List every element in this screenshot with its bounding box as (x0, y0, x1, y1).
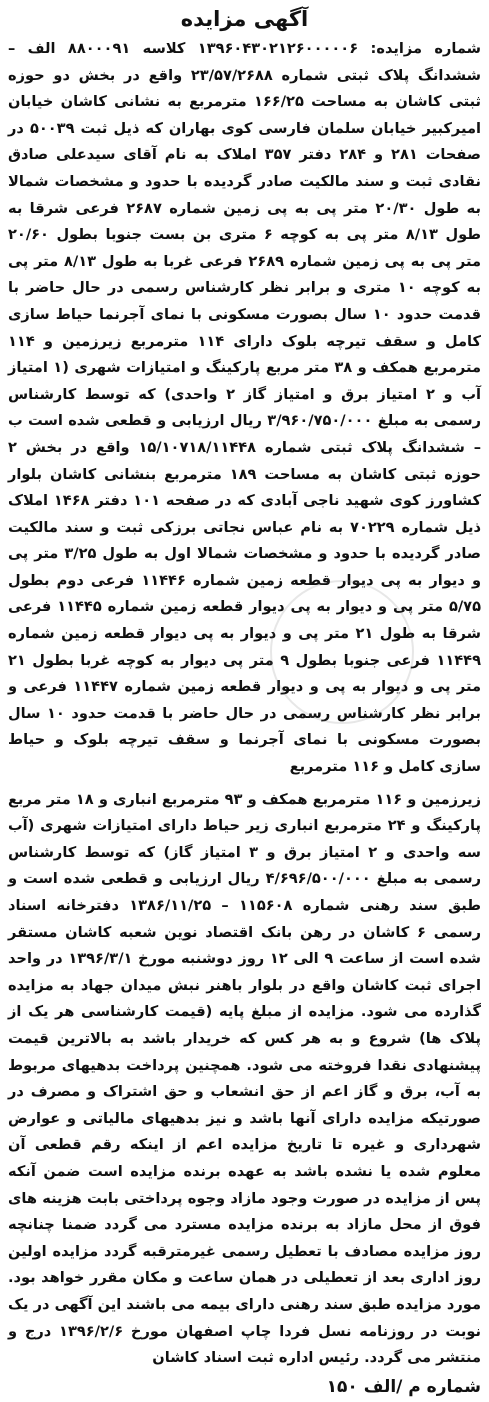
notice-reference-number: شماره م /الف ۱۵۰ (326, 1376, 481, 1397)
notice-paragraph-1: شماره مزایده: ۱۳۹۶۰۴۳۰۲۱۲۶۰۰۰۰۰۶ کلاسه ۸۸۰۰۰۹۱ الف – ششدانگ پلاک ثبتی شماره ۲۳/۵۷/۲۶۸۸ واقع در بخش دو حوزه ثبتی کاشان به مساحت ۱۶۶/۲۵ مترمربع به نشانی کاشان خیابان امیرکبیر خیابان سلمان فارسی کوی بهاران که ذیل ثبت ۵۰۰۳۹ در صفحات ۲۸۱ و ۲۸۴ دفتر ۳۵۷ املاک به نام آقای سیدعلی صادق نقادی ثبت و سند مالکیت صادر گردیده با حدود و مشخصات شمالا به طول ۲۰/۳۰ متر پی به پی زمین شماره ۲۶۸۷ فرعی شرقا به طول ۸/۱۳ متر پی به کوچه ۶ متری بن بست جنوبا بطول ۲۰/۶۰ متر پی به پی زمین شماره ۲۶۸۹ فرعی غربا به طول ۸/۱۳ متر پی به کوچه ۱۰ متری و برابر نظر کارشناس رسمی در حال حاضر با قدمت حدود ۱۰ سال بصورت مسکونی با نمای آجرنما حیاط سازی کامل و سقف تیرچه بلوک دارای ۱۱۴ مترمربع زیرزمین و ۱۱۴ مترمربع همکف و ۳۸ متر مربع پارکینگ و امتیازات شهری (۱ امتیاز آب و ۲ امتیاز برق و امتیاز گاز ۲ واحدی) که توسط کارشناس رسمی به مبلغ ۳/۹۶۰/۷۵۰/۰۰۰ ریال ارزیابی و قطعی شده است ب – ششدانگ پلاک ثبتی شماره ۱۵/۱۰۷۱۸/۱۱۴۴۸ واقع در بخش ۲ حوزه ثبتی کاشان به مساحت ۱۸۹ مترمربع بنشانی کاشان بلوار کشاورز کوی شهید ناجی آبادی که در صفحه ۱۰۱ دفتر ۱۴۶۸ املاک ذیل شماره ۷۰۲۲۹ به نام عباس نجاتی برزکی ثبت و سند مالکیت صادر گردیده با حدود و مشخصات شمالا اول به طول ۳/۲۵ متر پی و دیوار به پی دیوار قطعه زمین شماره ۱۱۴۴۶ فرعی دوم بطول ۵/۷۵ متر پی و دیوار به پی دیوار قطعه زمین شماره ۱۱۴۴۵ فرعی شرقا به طول ۲۱ متر پی و دیوار به پی دیوار قطعه زمین شماره ۱۱۴۴۹ فرعی جنوبا بطول ۹ متر پی دیوار به کوچه غربا بطول ۲۱ متر پی و دیوار به پی و دیوار قطعه زمین شماره ۱۱۴۴۷ فرعی و برابر نظر کارشناس رسمی در حال حاضر با قدمت حدود ۱۰ سال بصورت مسکونی با نمای آجرنما و سقف تیرچه بلوک و حیاط سازی کامل و ۱۱۶ مترمربع (8, 40, 482, 776)
notice-title: آگهی مزایده (180, 7, 309, 31)
notice-paragraph-2: زیرزمین و ۱۱۶ مترمربع همکف و ۹۳ مترمربع انباری و ۱۸ متر مربع پارکینگ و ۲۴ مترمربع انباری زیر حیاط دارای امتیازات شهری (آب سه واحدی و ۲ امتیاز برق و ۳ امتیاز گاز) که توسط کارشناس رسمی به مبلغ ۴/۶۹۶/۵۰۰/۰۰۰ ریال ارزیابی و قطعی شده است و طبق سند رهنی شماره ۱۱۵۶۰۸ – ۱۳۸۶/۱۱/۲۵ دفترخانه اسناد رسمی ۶ کاشان در رهن بانک اقتصاد نوین شعبه کاشان مستقر شده است از ساعت ۹ الی ۱۲ روز دوشنبه مورخ ۱۳۹۶/۳/۱ در واحد اجرای ثبت کاشان واقع در بلوار باهنر نبش میدان جهاد به مزایده گذارده می شود. مزایده از مبلغ پایه (قیمت کارشناسی هر یک از پلاک ها) شروع و به هر کس که خریدار باشد به بالاترین قیمت پیشنهادی نقدا فروخته می شود. همچنین پرداخت بدهیهای مربوط به آب، برق و گاز اعم از حق انشعاب و حق اشتراک و مصرف در صورتیکه مزایده دارای آنها باشد و نیز بدهیهای مالیاتی و عوارض شهرداری و غیره تا تاریخ مزایده اعم از اینکه رقم قطعی آن معلوم شده یا نشده باشد به عهده برنده مزایده است ضمن آنکه پس از مزایده در صورت وجود مازاد وجوه پرداختی بابت هزینه های فوق از محل مازاد به برنده مزایده مسترد می گردد ضمنا چنانچه روز مزایده مصادف با تعطیل رسمی غیرمترقبه گردد مزایده اولین روز اداری بعد از تعطیلی در همان ساعت و مکان مقرر خواهد بود. مورد مزایده طبق سند رهنی دارای بیمه می باشند این آگهی در یک نوبت در روزنامه نسل فردا چاپ اصفهان مورخ ۱۳۹۶/۲/۶ درج و منتشر می گردد. رئیس اداره ثبت اسناد کاشان (8, 790, 482, 1367)
